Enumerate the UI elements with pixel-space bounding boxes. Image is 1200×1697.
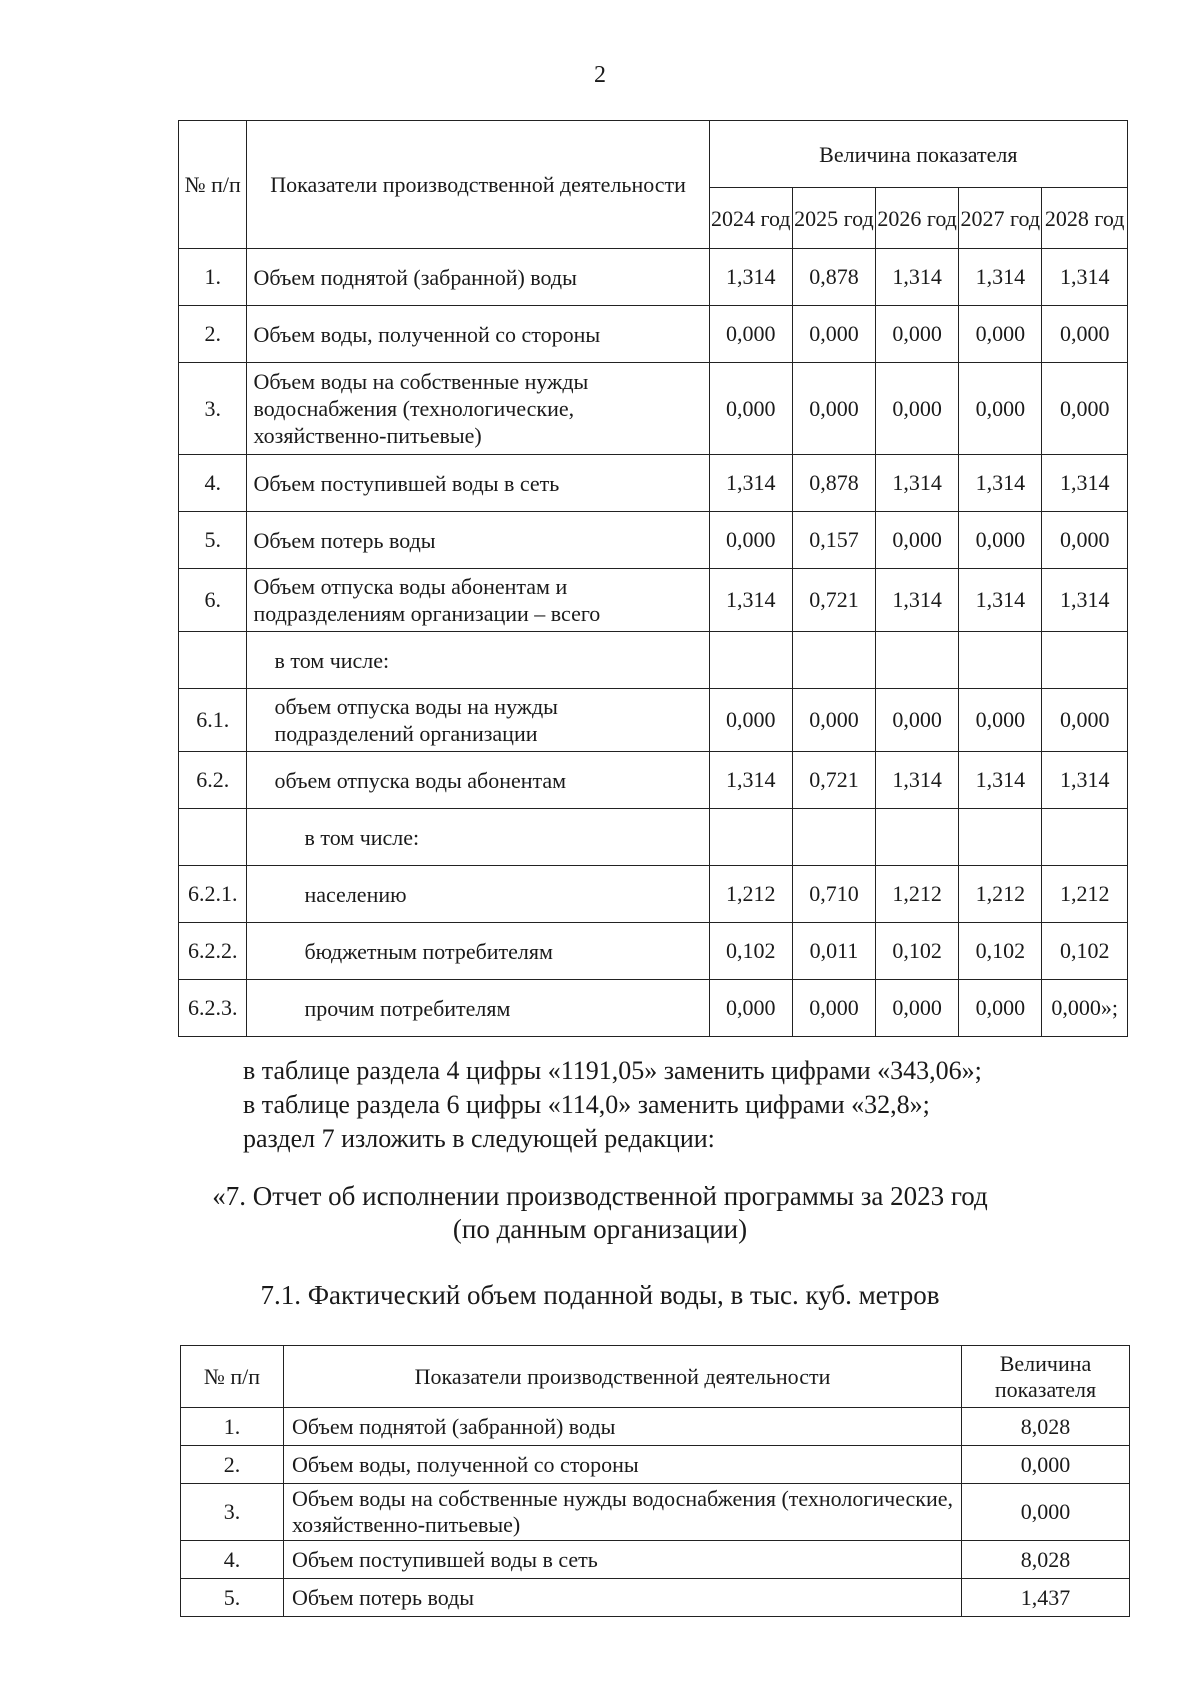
- row-value: 0,000: [876, 363, 959, 455]
- production-indicators-table: [178, 120, 1128, 1037]
- row-name: Объем поступившей воды в сеть: [247, 455, 709, 512]
- table-row: [181, 1541, 1130, 1579]
- row-value: 1,314: [959, 569, 1042, 632]
- table-row: [179, 455, 1128, 512]
- row-name: в том числе:: [247, 809, 709, 866]
- row-name: Объем воды на собственные нужды водоснабжения (технологические, хозяйственно-питьевые): [284, 1484, 962, 1541]
- header-year: 2027 год: [959, 188, 1042, 249]
- row-name: объем отпуска воды на нужды подразделений организации: [247, 689, 709, 752]
- row-name: прочим потребителям: [247, 980, 709, 1037]
- row-value: 0,000: [709, 363, 792, 455]
- row-name: Объем поступившей воды в сеть: [284, 1541, 962, 1579]
- row-value: 0,000: [959, 512, 1042, 569]
- row-name: в том числе:: [247, 632, 709, 689]
- row-value: 0,000: [709, 980, 792, 1037]
- row-value: [876, 809, 959, 866]
- actual-water-volume-table: [180, 1345, 1130, 1617]
- row-value: 1,314: [709, 249, 792, 306]
- row-value: 1,314: [1042, 249, 1128, 306]
- row-value: 1,314: [876, 455, 959, 512]
- row-value: 0,878: [792, 249, 875, 306]
- row-value: 1,314: [1042, 569, 1128, 632]
- row-value: 1,212: [1042, 866, 1128, 923]
- table-row: [179, 363, 1128, 455]
- row-num: [179, 809, 247, 866]
- row-value: 0,157: [792, 512, 875, 569]
- table-row: [179, 809, 1128, 866]
- header-value: Величина показателя: [962, 1346, 1130, 1408]
- row-name: Объем потерь воды: [247, 512, 709, 569]
- row-value: 0,000: [1042, 306, 1128, 363]
- row-num: 1.: [179, 249, 247, 306]
- header-year: 2024 год: [709, 188, 792, 249]
- row-value: 1,314: [876, 249, 959, 306]
- table-row: [181, 1408, 1130, 1446]
- row-num: 6.2.1.: [179, 866, 247, 923]
- section-7-heading: [150, 1180, 1050, 1246]
- row-value: 1,314: [959, 752, 1042, 809]
- row-value: 1,314: [1042, 752, 1128, 809]
- table-row: [181, 1484, 1130, 1541]
- row-value: 0,102: [959, 923, 1042, 980]
- table-row: [179, 512, 1128, 569]
- row-value: [876, 632, 959, 689]
- row-value: 8,028: [962, 1541, 1130, 1579]
- header-values-title: Величина показателя: [709, 121, 1127, 188]
- table-row: [181, 1579, 1130, 1617]
- row-value: 0,000: [792, 980, 875, 1037]
- section-7-title-line2: (по данным организации): [452, 1214, 748, 1244]
- row-value: [709, 632, 792, 689]
- row-value: 1,314: [709, 752, 792, 809]
- row-value: [792, 809, 875, 866]
- row-num: 6.2.2.: [179, 923, 247, 980]
- row-value: 1,314: [709, 455, 792, 512]
- row-value: 0,011: [792, 923, 875, 980]
- row-name: Объем воды на собственные нужды водоснабжения (технологические, хозяйственно-питьевые): [247, 363, 709, 455]
- row-value: 0,000: [792, 363, 875, 455]
- row-num: 6.1.: [179, 689, 247, 752]
- header-num: № п/п: [179, 121, 247, 249]
- row-value: 1,314: [959, 455, 1042, 512]
- table-row: [179, 752, 1128, 809]
- header-year: 2028 год: [1042, 188, 1128, 249]
- row-num: 4.: [181, 1541, 284, 1579]
- row-name: населению: [247, 866, 709, 923]
- header-year: 2026 год: [876, 188, 959, 249]
- header-indicators: Показатели производственной деятельности: [284, 1346, 962, 1408]
- table-row: [179, 923, 1128, 980]
- row-value: 0,000: [1042, 363, 1128, 455]
- table-row: [179, 306, 1128, 363]
- row-value: 1,314: [709, 569, 792, 632]
- row-value: 8,028: [962, 1408, 1130, 1446]
- row-num: 3.: [181, 1484, 284, 1541]
- page-number: 2: [594, 62, 606, 88]
- row-num: 4.: [179, 455, 247, 512]
- row-value: 1,314: [1042, 455, 1128, 512]
- row-name: Объем поднятой (забранной) воды: [284, 1408, 962, 1446]
- row-value: 0,000: [959, 689, 1042, 752]
- row-value: 0,000: [959, 980, 1042, 1037]
- row-value: 0,000: [959, 306, 1042, 363]
- row-value: 0,000: [876, 980, 959, 1037]
- row-name: объем отпуска воды абонентам: [247, 752, 709, 809]
- row-value: 1,212: [876, 866, 959, 923]
- table-row: [179, 569, 1128, 632]
- row-value: 0,710: [792, 866, 875, 923]
- row-value: [792, 632, 875, 689]
- header-num: № п/п: [181, 1346, 284, 1408]
- row-value: [1042, 632, 1128, 689]
- row-value: [959, 809, 1042, 866]
- row-value: 0,000: [792, 306, 875, 363]
- row-value: 0,000: [959, 363, 1042, 455]
- row-value: 0,000: [1042, 689, 1128, 752]
- table-row: [179, 632, 1128, 689]
- amendment-paragraph: в таблице раздела 6 цифры «114,0» заменить цифрами «32,8»;: [243, 1090, 930, 1119]
- row-value: 0,000: [876, 512, 959, 569]
- row-value: 1,314: [959, 249, 1042, 306]
- row-value: 0,000: [1042, 512, 1128, 569]
- row-num: 6.: [179, 569, 247, 632]
- row-value: 0,102: [876, 923, 959, 980]
- row-value: 1,212: [959, 866, 1042, 923]
- row-value: 0,000: [709, 306, 792, 363]
- row-value: 0,000: [792, 689, 875, 752]
- row-name: Объем потерь воды: [284, 1579, 962, 1617]
- row-name: Объем воды, полученной со стороны: [284, 1446, 962, 1484]
- row-value: 0,000: [709, 512, 792, 569]
- row-num: 2.: [179, 306, 247, 363]
- row-value: 0,000: [962, 1484, 1130, 1541]
- row-value: 0,000: [709, 689, 792, 752]
- row-value: 0,102: [709, 923, 792, 980]
- row-name: Объем воды, полученной со стороны: [247, 306, 709, 363]
- row-value: 1,314: [876, 569, 959, 632]
- row-name: Объем поднятой (забранной) воды: [247, 249, 709, 306]
- row-value: 0,000: [876, 306, 959, 363]
- section-7-title-line1: «7. Отчет об исполнении производственной программы за 2023 год: [212, 1181, 988, 1211]
- row-value: [959, 632, 1042, 689]
- table-row: [179, 980, 1128, 1037]
- row-num: 5.: [179, 512, 247, 569]
- row-value: 1,437: [962, 1579, 1130, 1617]
- table-row: [179, 249, 1128, 306]
- table-row: [179, 689, 1128, 752]
- row-num: 6.2.: [179, 752, 247, 809]
- row-num: 5.: [181, 1579, 284, 1617]
- row-value: 0,878: [792, 455, 875, 512]
- row-value: 0,000»;: [1042, 980, 1128, 1037]
- header-indicators: Показатели производственной деятельности: [247, 121, 709, 249]
- row-num: 2.: [181, 1446, 284, 1484]
- row-value: 0,102: [1042, 923, 1128, 980]
- table-row: [179, 866, 1128, 923]
- row-value: 0,000: [962, 1446, 1130, 1484]
- row-value: [1042, 809, 1128, 866]
- row-name: Объем отпуска воды абонентам и подразделениям организации – всего: [247, 569, 709, 632]
- row-value: 1,212: [709, 866, 792, 923]
- row-value: 0,000: [876, 689, 959, 752]
- row-value: 0,721: [792, 752, 875, 809]
- row-name: бюджетным потребителям: [247, 923, 709, 980]
- row-value: 0,721: [792, 569, 875, 632]
- row-num: 6.2.3.: [179, 980, 247, 1037]
- amendment-paragraph: раздел 7 изложить в следующей редакции:: [243, 1124, 715, 1153]
- row-num: 3.: [179, 363, 247, 455]
- row-num: [179, 632, 247, 689]
- row-value: 1,314: [876, 752, 959, 809]
- amendment-paragraph: в таблице раздела 4 цифры «1191,05» заменить цифрами «343,06»;: [243, 1056, 982, 1085]
- row-value: [709, 809, 792, 866]
- header-year: 2025 год: [792, 188, 875, 249]
- row-num: 1.: [181, 1408, 284, 1446]
- table-row: [181, 1446, 1130, 1484]
- section-7-1-heading: 7.1. Фактический объем поданной воды, в тыс. куб. метров: [260, 1280, 940, 1310]
